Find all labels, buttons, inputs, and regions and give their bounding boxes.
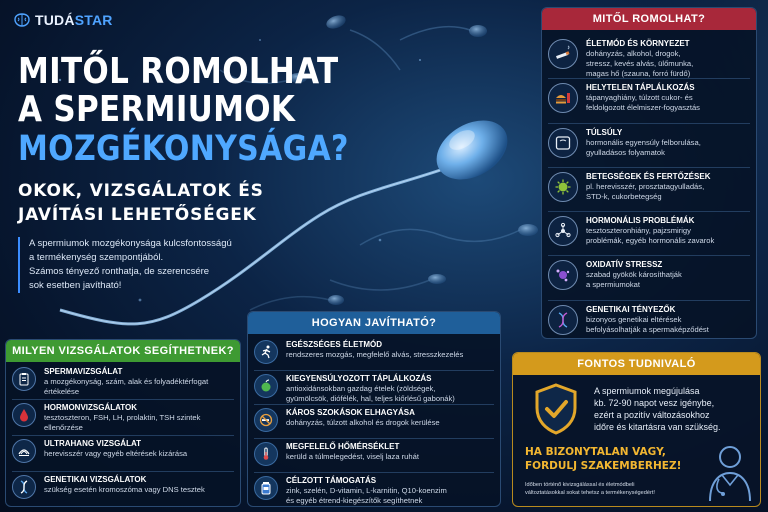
improve-heading: HOGYAN JAVÍTHATÓ? <box>248 312 500 334</box>
tests-panel <box>5 339 241 507</box>
causes-heading: MITŐL ROMOLHAT? <box>542 8 756 30</box>
radical-icon <box>548 260 578 290</box>
cause-desc: pl. herevisszér, prosztatagyulladás, <box>586 181 705 191</box>
causes-panel <box>541 7 757 339</box>
footnote <box>525 481 705 497</box>
improve-desc: rendszeres mozgás, megfelelő alvás, stresszkezelés <box>286 350 464 359</box>
test-title: GENETIKAI VIZSGÁLATOK <box>44 475 147 484</box>
blood-drop-icon <box>12 403 36 427</box>
cause-desc: szabad gyökök károsíthatják <box>586 270 682 280</box>
cause-item <box>548 256 750 300</box>
improve-item <box>254 405 494 439</box>
cause-desc: gyulladásos folyamatok <box>586 147 665 157</box>
test-title: HORMONVIZSGÁLATOK <box>44 403 138 412</box>
cause-item <box>548 212 750 256</box>
improve-desc: gyümölcsök, diófélék, hal, teljes kiőrlésű gabonák) <box>286 394 455 403</box>
cta-line-2: FORDULJ SZAKEMBERHEZ! <box>525 460 682 472</box>
scale-icon <box>548 128 578 158</box>
running-icon <box>254 340 278 364</box>
improve-desc: dohányzás, túlzott alkohol és drogok kerülése <box>286 418 440 427</box>
title-line-2: A SPERMIUMOK <box>18 88 296 131</box>
cta-line-1: HA BIZONYTALAN VAGY, <box>525 446 666 458</box>
cause-desc: tápanyaghiány, túlzott cukor- és <box>586 93 693 103</box>
virus-icon <box>548 172 578 202</box>
improve-desc: antioxidánsokban gazdag ételek (zöldségek, <box>286 384 436 393</box>
improve-title: KÁROS SZOKÁSOK ELHAGYÁSA <box>286 408 415 417</box>
doctor-icon <box>705 441 755 503</box>
dna-icon <box>548 305 578 335</box>
improve-item <box>254 439 494 473</box>
cause-item <box>548 79 750 123</box>
subtitle-line-1: OKOK, VIZSGÁLATOK ÉS <box>18 181 264 201</box>
test-item <box>12 364 234 400</box>
title-line-3: MOZGÉKONYSÁGA? <box>18 128 349 170</box>
improve-item <box>254 473 494 507</box>
cause-desc: dohányzás, alkohol, drogok, <box>586 49 681 58</box>
test-title: SPERMAVIZSGÁLAT <box>44 367 123 376</box>
cause-title: HELYTELEN TÁPLÁLKOZÁS <box>586 83 695 93</box>
brain-icon <box>14 13 30 27</box>
info-panel <box>512 352 761 507</box>
cause-title: GENETIKAI TÉNYEZŐK <box>586 304 676 314</box>
improve-item <box>254 337 494 371</box>
shield-check-icon <box>533 383 579 435</box>
fast-food-icon <box>548 83 578 113</box>
subtitle-line-2: JAVÍTÁSI LEHETŐSÉGEK <box>18 205 257 225</box>
cause-item <box>548 35 750 79</box>
cause-desc: bizonyos genetikai eltérések <box>586 314 682 324</box>
info-heading: FONTOS TUDNIVALÓ <box>513 353 760 375</box>
cause-item <box>548 124 750 168</box>
intro-text <box>18 237 248 293</box>
improve-title: KIEGYENSÚLYOZOTT TÁPLÁLKOZÁS <box>286 374 432 383</box>
no-smoking-icon <box>254 408 278 432</box>
cause-desc: a spermiumokat <box>586 280 641 290</box>
intro-line: A spermiumok mozgékonysága kulcsfontosságú <box>29 238 232 249</box>
footnote-line: változtatásokkal sokat tehetsz a termékenységedért! <box>525 490 655 496</box>
cause-desc: feldolgozott élelmiszer-fogyasztás <box>586 103 700 113</box>
thermometer-icon <box>254 442 278 466</box>
cause-desc: hormonális egyensúly felborulása, <box>586 137 701 147</box>
test-desc: ellenőrzése <box>44 423 83 432</box>
improve-panel <box>247 311 501 507</box>
test-desc: herevisszér vagy egyéb eltérések kizárása <box>44 449 188 458</box>
cta-text <box>525 445 681 473</box>
cause-title: ÉLETMÓD ÉS KÖRNYEZET <box>586 39 690 48</box>
cause-desc: problémák, egyéb hormonális zavarok <box>586 236 715 246</box>
cause-title: HORMONÁLIS PROBLÉMÁK <box>586 216 695 226</box>
clipboard-icon <box>12 367 36 391</box>
tests-heading: MILYEN VIZSGÁLATOK SEGÍTHETNEK? <box>6 340 240 362</box>
test-item <box>12 436 234 472</box>
brand-name: TUDÁSTAR <box>35 12 113 28</box>
test-title: ULTRAHANG VIZSGÁLAT <box>44 439 142 448</box>
intro-line: a termékenység szempontjából. <box>29 252 164 263</box>
apple-icon <box>254 374 278 398</box>
cause-item <box>548 168 750 212</box>
info-text <box>594 385 754 433</box>
test-item <box>12 472 234 508</box>
improve-item <box>254 371 494 405</box>
improve-desc: és egyéb étrend-kiegészítők segíthetnek <box>286 496 423 505</box>
improve-title: MEGFELELŐ HŐMÉRSÉKLET <box>286 442 400 451</box>
info-line: időre és kitartásra van szükség. <box>594 422 721 432</box>
test-desc: tesztoszteron, FSH, LH, prolaktin, TSH szintek <box>44 413 201 422</box>
cause-desc: stressz, kevés alvás, ülőmunka, <box>586 59 694 68</box>
brand-logo <box>14 12 113 28</box>
improve-desc: zink, szelén, D-vitamin, L-karnitin, Q10-koenzim <box>286 486 447 495</box>
test-desc: értékelése <box>44 387 80 396</box>
intro-line: sok esetben javítható! <box>29 280 122 291</box>
cause-title: BETEGSÉGEK ÉS FERTŐZÉSEK <box>586 171 711 181</box>
ultrasound-icon <box>12 439 36 463</box>
improve-title: EGÉSZSÉGES ÉLETMÓD <box>286 340 383 349</box>
cigarette-icon <box>548 39 578 69</box>
test-desc: szükség esetén kromoszóma vagy DNS tesztek <box>44 485 205 494</box>
title-line-1: MITŐL ROMOLHAT <box>18 50 339 93</box>
cause-title: TÚLSÚLY <box>586 127 623 137</box>
improve-title: CÉLZOTT TÁMOGATÁS <box>286 476 377 485</box>
improve-desc: kerüld a túlmelegedést, viselj laza ruhát <box>286 452 419 461</box>
test-item <box>12 400 234 436</box>
cause-desc: STD-k, cukorbetegség <box>586 191 662 201</box>
footnote-line: Időben történő kivizsgálással és életmódbeli <box>525 482 635 488</box>
intro-line: Számos tényező ronthatja, de szerencsére <box>29 266 210 277</box>
supplement-bottle-icon <box>254 476 278 500</box>
info-line: kb. 72-90 napot vesz igénybe, <box>594 398 715 408</box>
cause-desc: befolyásolhatják a spermaképződést <box>586 324 709 334</box>
cause-desc: magas hő (szauna, forró fürdő) <box>586 69 691 78</box>
info-line: A spermiumok megújulása <box>594 386 700 396</box>
cause-title: OXIDATÍV STRESSZ <box>586 260 663 270</box>
test-desc: a mozgékonyság, szám, alak és folyadéktérfogat <box>44 377 209 386</box>
cause-item <box>548 301 750 345</box>
molecule-icon <box>548 216 578 246</box>
dna-icon <box>12 475 36 499</box>
info-line: ezért a pozitív változásokhoz <box>594 410 710 420</box>
cause-desc: tesztoszteronhiány, pajzsmirigy <box>586 226 691 236</box>
